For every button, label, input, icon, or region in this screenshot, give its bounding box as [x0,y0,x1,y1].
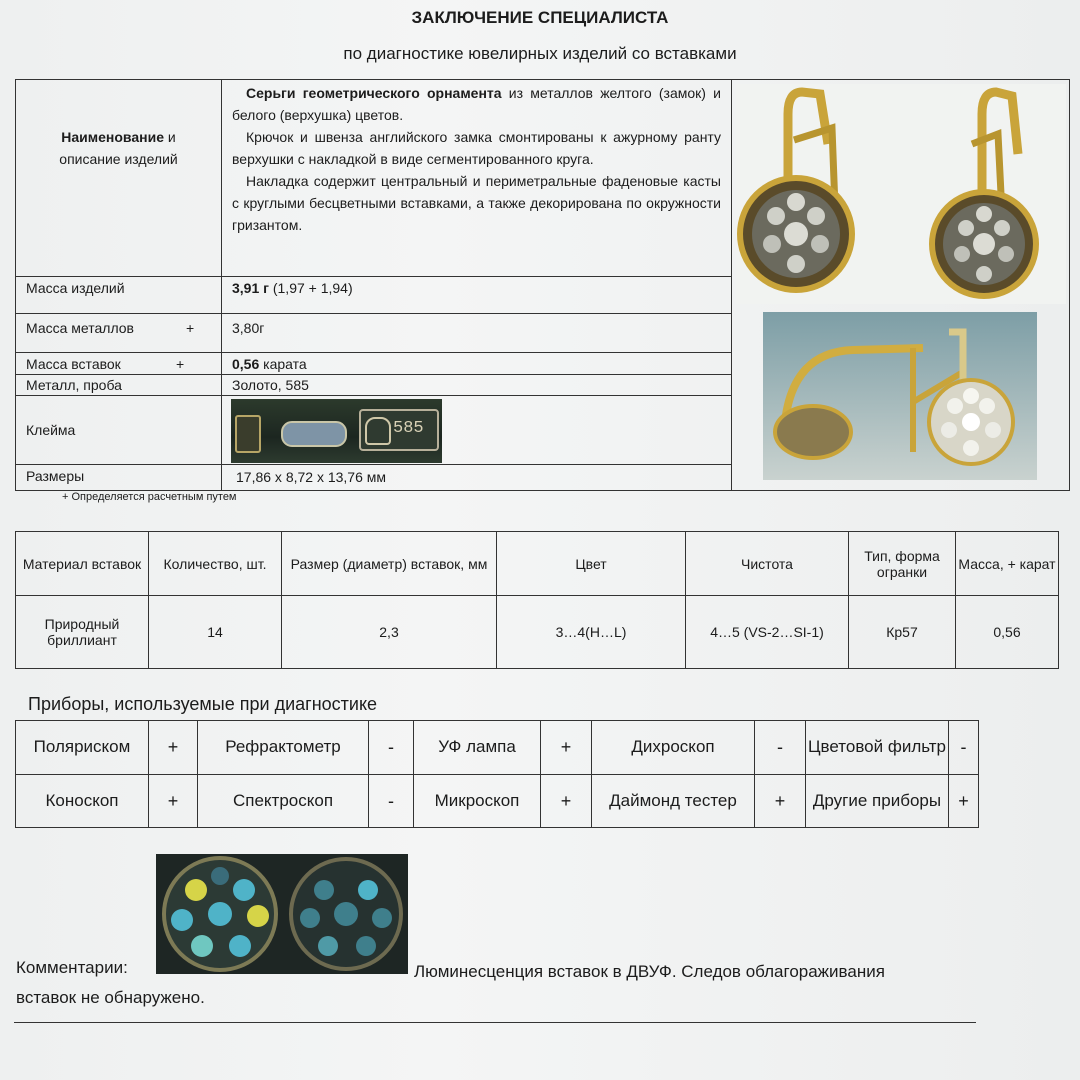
inserts-header-material: Материал вставок [16,532,149,596]
inserts-header-clarity: Чистота [686,532,849,596]
instrument-mark: - [369,774,414,828]
hallmark-label: Клейма [26,422,76,438]
inserts-cell-cut: Кр57 [849,596,956,669]
photo-cell [731,79,1070,491]
hallmark-label-cell [15,395,222,465]
instrument-mark: + [149,774,198,828]
instrument-mark: + [755,774,806,828]
inserts-data-row [16,596,1059,669]
instrument-name: УФ лампа [414,721,541,775]
item-description [221,79,732,277]
insert-mass-label: Масса вставок [26,356,121,372]
inserts-table [15,531,1059,669]
metal-mass-value: 3,80г [232,320,265,336]
metal-label-cell [15,374,222,396]
instrument-mark: - [369,721,414,775]
inserts-header-mass: Масса, + карат [956,532,1059,596]
instruments-title: Приборы, используемые при диагностике [28,694,378,714]
instrument-name: Цветовой фильтр [806,721,949,775]
instrument-name: Дихроскоп [592,721,755,775]
luminescence-photo [156,854,408,974]
mass-value-rest: (1,97 + 1,94) [268,280,353,296]
item-description-table [15,79,1070,491]
instruments-table [15,720,979,828]
inserts-cell-clarity: 4…5 (VS-2…SI-1) [686,596,849,669]
mass-label-cell [15,276,222,314]
insert-mass-value-cell [221,352,732,375]
hallmark-stamp-text: 585 [393,419,424,438]
item-description-p1: из металлов желтого (замок) и белого (верхушка) цветов. [232,85,722,123]
insert-mass-value-bold: 0,56 [232,356,260,372]
comments-label: Комментарии: [16,958,128,977]
inserts-cell-material: Природный бриллиант [16,596,149,669]
hallmark-snake-icon [365,417,391,445]
metal-mass-label-cell [15,313,222,353]
metal-label: Металл, проба [26,377,122,393]
size-label-cell [15,464,222,491]
metal-value-cell [221,374,732,396]
hallmark-value-cell [221,395,732,465]
document-title: ЗАКЛЮЧЕНИЕ СПЕЦИАЛИСТА [411,8,669,27]
inserts-cell-quantity: 14 [149,596,282,669]
name-label-rest: и [164,129,176,145]
mass-value-bold: 3,91 г [232,280,269,296]
item-description-p3: Накладка содержит центральный и периметральные фаденовые касты с круглыми бесцветными вставками, а также декорирована по окружности гризантом. [232,173,721,233]
comments-text-line2: вставок не обнаружено. [16,988,205,1007]
instrument-name: Коноскоп [16,774,149,828]
size-value: 17,86 х 8,72 х 13,76 мм [236,469,387,485]
instrument-name: Микроскоп [414,774,541,828]
insert-mass-value-rest: карата [259,356,307,372]
inserts-header-cut: Тип, форма огранки [849,532,956,596]
metal-mass-mark: + [186,320,195,336]
signature-rule [14,1022,976,1023]
name-label-cell [15,79,222,277]
instruments-row-1 [16,721,979,775]
metal-mass-label: Масса металлов [26,320,134,336]
footnote: + Определяется расчетным путем [62,491,237,503]
instrument-mark: - [755,721,806,775]
metal-value: Золото, 585 [232,377,309,393]
earring-photo-side [763,312,1037,480]
name-label-bold: Наименование [61,129,164,145]
insert-mass-mark: + [176,356,185,372]
comments-text: Люминесценция вставок в ДВУФ. Следов облагораживания [414,962,885,981]
instruments-row-2 [16,774,979,828]
inserts-cell-color: 3…4(H…L) [497,596,686,669]
earrings-photo-front [736,84,1066,304]
item-description-bold: Серьги геометрического орнамента [246,85,502,101]
mass-label: Масса изделий [26,280,125,296]
item-description-p2: Крючок и швенза английского замка смонтированы к ажурному ранту верхушки с накладкой в виде сегментированного круга. [232,129,721,167]
inserts-header-quantity: Количество, шт. [149,532,282,596]
instrument-mark: - [949,721,979,775]
inserts-cell-mass: 0,56 [956,596,1059,669]
instrument-mark: + [949,774,979,828]
hallmark-photo [231,399,442,463]
inserts-cell-size: 2,3 [282,596,497,669]
insert-mass-label-cell [15,352,222,375]
size-label: Размеры [26,468,85,484]
inserts-header-color: Цвет [497,532,686,596]
size-value-cell [221,464,732,491]
instrument-name: Поляриском [16,721,149,775]
instrument-name: Даймонд тестер [592,774,755,828]
instrument-name: Спектроскоп [198,774,369,828]
instrument-mark: + [541,774,592,828]
mass-value-cell [221,276,732,314]
instrument-mark: + [541,721,592,775]
name-label-line2: описание изделий [59,151,178,167]
instrument-mark: + [149,721,198,775]
document-subtitle: по диагностике ювелирных изделий со вставками [343,44,737,63]
inserts-header-row [16,532,1059,596]
instrument-name: Рефрактометр [198,721,369,775]
inserts-header-size: Размер (диаметр) вставок, мм [282,532,497,596]
instrument-name: Другие приборы [806,774,949,828]
metal-mass-value-cell [221,313,732,353]
